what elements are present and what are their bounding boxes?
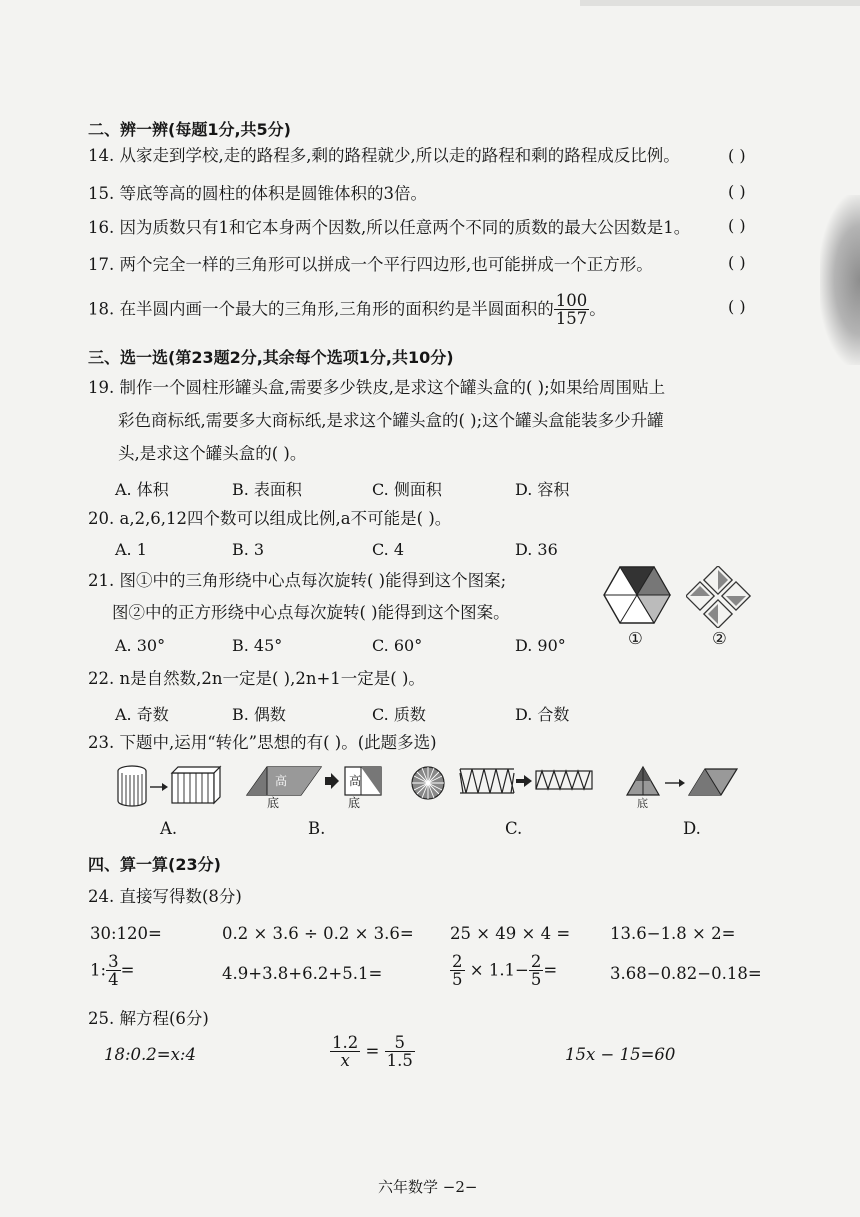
question-14: 14. 从家走到学校,走的路程多,剩的路程就少,所以走的路程和剩的路程成反比例。 [88,146,680,165]
question-25: 25. 解方程(6分) [88,1009,209,1028]
q23-label-b[interactable]: B. [308,819,326,838]
q22-option-b[interactable]: B. 偶数 [232,705,286,724]
question-24: 24. 直接写得数(8分) [88,887,242,906]
answer-paren-18[interactable]: ( ) [728,297,746,316]
svg-text:底: 底 [267,796,280,809]
fraction-2-5: $\frac{2}{5}$ [452,952,463,990]
parallelogram-to-rectangle-figure [245,763,385,809]
fraction-2-5-b: $\frac{2}{5}$ [530,952,542,990]
q20-option-b[interactable]: B. 3 [232,540,265,559]
question-15: 15. 等底等高的圆柱的体积是圆锥体积的3倍。 [88,184,427,203]
question-19-line2: 彩色商标纸,需要多大商标纸,是求这个罐头盒的( );这个罐头盒能装多少升罐 [118,411,664,430]
page-footer: 六年数学 −2− [378,1178,478,1196]
pinwheel-figure [686,566,752,628]
scan-edge [580,0,860,6]
answer-paren-15[interactable]: ( ) [728,182,746,201]
answer-paren-17[interactable]: ( ) [728,253,746,272]
answer-paren-14[interactable]: ( ) [728,146,746,165]
q23-label-d[interactable]: D. [683,819,701,838]
calc-5: 1: $\frac{3}{4}$ = [90,952,135,990]
q19-option-b[interactable]: B. 表面积 [232,480,302,499]
calc-8: 3.68−0.82−0.18= [610,964,762,983]
q20-option-a[interactable]: A. 1 [115,540,147,559]
question-20: 20. a,2,6,12四个数可以组成比例,a不可能是( )。 [88,509,452,528]
q21-option-a[interactable]: A. 30° [115,636,166,655]
question-23: 23. 下题中,运用“转化”思想的有( )。(此题多选) [88,733,437,752]
calc-4: 13.6−1.8 × 2= [610,924,736,943]
answer-paren-16[interactable]: ( ) [728,216,746,235]
question-19-line1: 19. 制作一个圆柱形罐头盒,需要多少铁皮,是求这个罐头盒的( );如果给周围贴上 [88,378,666,397]
figure-label-1: ① [628,629,643,648]
triangle-to-parallelogram-figure [625,763,745,809]
scan-stain [820,195,860,365]
q19-option-a[interactable]: A. 体积 [115,480,169,499]
calc-2: 0.2 × 3.6 ÷ 0.2 × 3.6= [222,924,414,943]
svg-text:高: 高 [349,774,362,788]
q19-option-d[interactable]: D. 容积 [515,480,570,499]
question-16: 16. 因为质数只有1和它本身两个因数,所以任意两个不同的质数的最大公因数是1。 [88,218,691,237]
section-4-title: 四、算一算(23分) [88,855,221,874]
q21-option-c[interactable]: C. 60° [372,636,423,655]
section-3-title: 三、选一选(第23题2分,其余每个选项1分,共10分) [88,348,454,367]
q20-option-c[interactable]: C. 4 [372,540,405,559]
question-18-text: 18. 在半圆内画一个最大的三角形,三角形的面积约是半圆面积的 [88,299,554,319]
q23-label-a[interactable]: A. [160,819,178,838]
section-2-title: 二、辨一辨(每题1分,共5分) [88,120,291,139]
q22-option-c[interactable]: C. 质数 [372,705,426,724]
fraction-3-4: $\frac{3}{4}$ [108,952,119,990]
q22-option-d[interactable]: D. 合数 [515,705,570,724]
circle-to-rectangle-figure [410,763,610,809]
cylinder-to-cuboid-figure [112,763,222,809]
question-22: 22. n是自然数,2n一定是( ),2n+1一定是( )。 [88,669,425,688]
calc-7: $\frac{2}{5}$ × 1.1− $\frac{2}{5}$ = [452,952,558,990]
svg-text:底: 底 [637,797,648,809]
equation-2: $\frac{1.2}{x}$ = $\frac{5}{1.5}$ [332,1033,413,1071]
hexagon-figure [602,565,672,625]
question-21-line1: 21. 图①中的三角形绕中心点每次旋转( )能得到这个图案; [88,571,507,590]
svg-text:高: 高 [275,774,288,788]
q21-option-b[interactable]: B. 45° [232,636,283,655]
q20-option-d[interactable]: D. 36 [515,540,558,559]
question-19-line3: 头,是求这个罐头盒的( )。 [118,444,307,463]
fraction-100-157: $\frac{100}{157}$ [555,291,588,329]
question-18: 18. 在半圆内画一个最大的三角形,三角形的面积约是半圆面积的 $\frac{100}{157}$ 。 [88,291,606,329]
q22-option-a[interactable]: A. 奇数 [115,705,169,724]
equation-1: 18:0.2=x:4 [104,1045,196,1064]
q19-option-c[interactable]: C. 侧面积 [372,480,442,499]
question-17: 17. 两个完全一样的三角形可以拼成一个平行四边形,也可能拼成一个正方形。 [88,255,653,274]
figure-label-2: ② [712,629,727,648]
calc-1: 30:120= [90,924,162,943]
calc-6: 4.9+3.8+6.2+5.1= [222,964,383,983]
calc-3: 25 × 49 × 4 = [450,924,571,943]
q21-option-d[interactable]: D. 90° [515,636,566,655]
q23-label-c[interactable]: C. [505,819,523,838]
equation-3: 15x − 15=60 [565,1045,676,1064]
svg-text:底: 底 [348,796,361,809]
question-21-line2: 图②中的正方形绕中心点每次旋转( )能得到这个图案。 [112,603,510,622]
